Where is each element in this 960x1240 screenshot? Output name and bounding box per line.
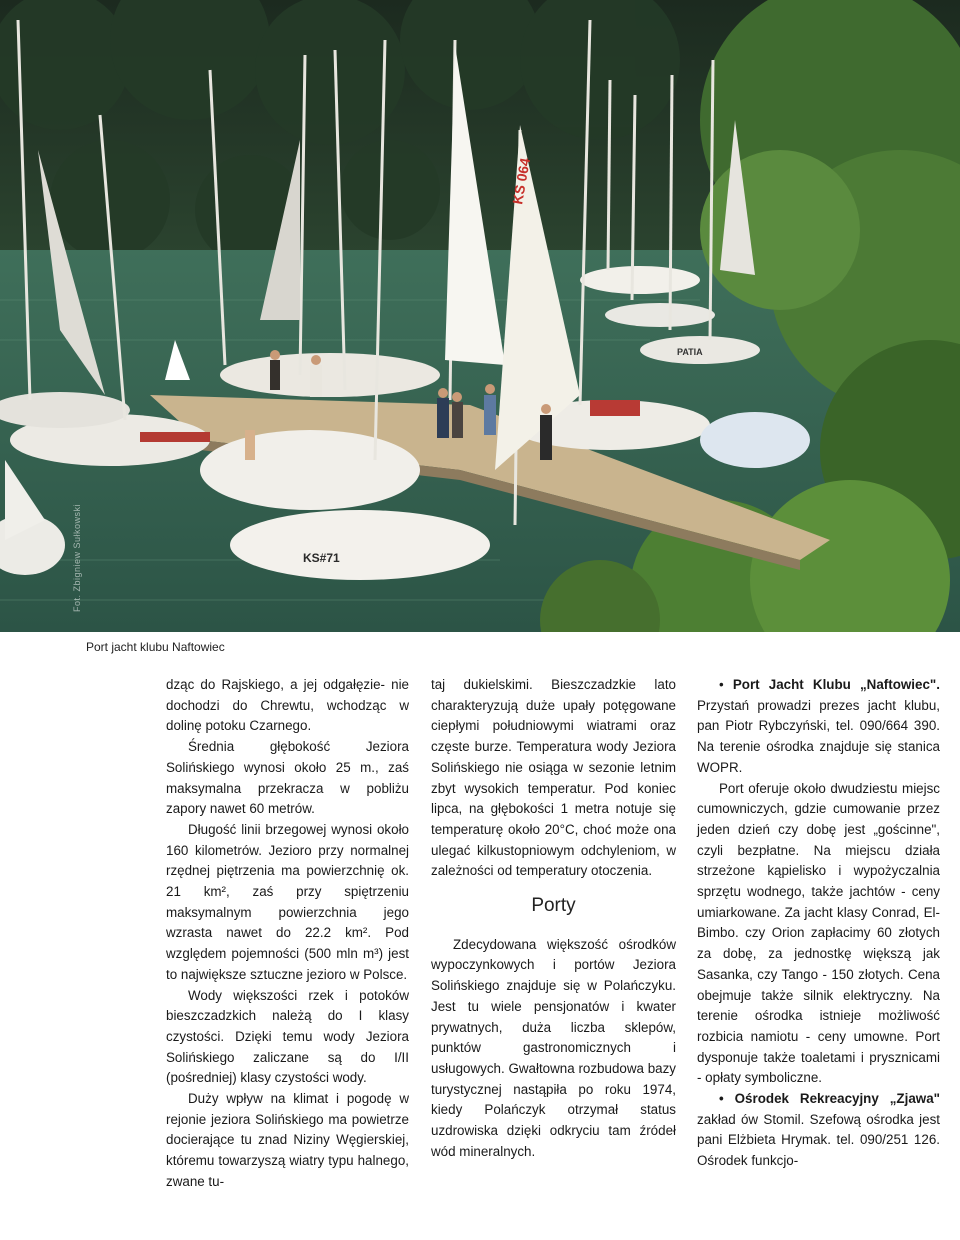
sail-number-text: KS 064 <box>509 156 534 206</box>
paragraph: Średnia głębokość Jeziora Solińskiego wynosi około 25 m., zaś maksymalna przekracza w pobliżu zapory nawet 60 metrów. <box>166 739 409 817</box>
section-heading-porty: Porty <box>531 895 576 917</box>
hull-name-text: PATIA <box>677 347 703 357</box>
entry-text: zakład ów Stomil. Szefową ośrodka jest pani Elżbieta Hrymak. tel. 090/251 126. Ośrodek funkcjo- <box>697 1111 940 1169</box>
photo-credit: Fot. Zbigniew Sułkowski <box>72 503 82 612</box>
paragraph: Duży wpływ na klimat i pogodę w rejonie jeziora Solińskiego ma powietrze docierające tu znad Niziny Węgierskiej, któremu towarzyszą wiatry typu halnego, zwane tu- <box>166 1091 409 1189</box>
text-column-3 <box>697 675 940 1172</box>
photo-caption: Port jacht klubu Naftowiec <box>86 640 225 654</box>
text-column-2 <box>431 675 676 1162</box>
paragraph: Zdecydowana większość ośrodków wypoczynkowych i portów Jeziora Solińskiego znajduje się w Polańczyku. Jest tu wiele pensjonatów i kwater prywatnych, duża liczba sklepów, punktów gastronomicznych i usługowych. Gwałtowna rozbudowa bazy turystycznej nastąpiła po roku 1974, kiedy Polańczyk otrzymał status uzdrowiska dzięki odkryciu tam źródeł wód mineralnych. <box>431 936 676 1159</box>
paragraph: Wody większości rzek i potoków bieszczadzkich należą do I klasy czystości. Dzięki temu wody Jeziora Solińskiego zaliczane są do I/II (pośredniej) klasy czystości wody. <box>166 987 409 1086</box>
paragraph: dząc do Rajskiego, a jej odgałęzie- nie dochodzi do Chrewtu, wchodząc w dolinę potoku Czarnego. <box>166 677 409 734</box>
bullet: • <box>719 677 724 692</box>
entry-text: Przystań prowadzi prezes jacht klubu, pan Piotr Rybczyński, tel. 090/664 390. Na terenie ośrodka znajduje się stanica WOPR. <box>697 697 940 775</box>
paragraph-osrodek-zjawa <box>697 1089 940 1172</box>
hull-number-text: KS#71 <box>303 551 340 565</box>
paragraph: Długość linii brzegowej wynosi około 160 kilometrów. Jezioro przy normalnej rzędnej piętrzenia ma powierzchnię ok. 21 km², zaś przy spiętrzeniu maksymalnym powierzchnia jego wzrasta nawet do 22.2 km². Pod względem pojemności (500 mln m³) jest to największe sztuczne jezioro w Polsce. <box>166 821 409 982</box>
text-column-1 <box>166 675 409 1193</box>
paragraph-port-naftowiec <box>697 675 940 779</box>
paragraph: taj dukielskimi. Bieszczadzkie lato charakteryzują duże upały potęgowane ciepłymi południowymi wiatrami oraz częste burze. Temperatura wody Jeziora Solińskiego nie osiąga w sezonie letnim zbyt wysokich temperatur. Pod koniec lipca, na głębokości 1 metra notuje się temperaturę około 20°C, choć może ona ulegać kilkustopniowym odchyleniom, w zależności od temperatury otoczenia. <box>431 677 676 879</box>
entry-title-naftowiec: Port Jacht Klubu „Naftowiec". <box>732 677 940 692</box>
paragraph: Port oferuje około dwudziestu miejsc cumowniczych, gdzie cumowanie przez jeden dzień czy dobę jest „gościnne", czyli bezpłatne. Na miejscu działa strzeżone kąpielisko i wypożyczalnia sprzętu wodnego, także jachtów - ceny umiarkowane. Za jacht klasy Conrad, El-Bimbo. czy Orion zapłacimy 60 złotych za dobę, za jednostkę większą jak Sasanka, czy Tango - 150 złotych. Cena obejmuje także silnik elektryczny. Na terenie ośrodka istnieje możliwość rozbicia namiotu - ceny umowne. Port dysponuje także toaletami i prysznicami - opłaty symboliczne. <box>697 780 940 1086</box>
entry-title-zjawa: Ośrodek Rekreacyjny „Zjawa" <box>734 1091 940 1107</box>
bullet: • <box>719 1091 724 1107</box>
